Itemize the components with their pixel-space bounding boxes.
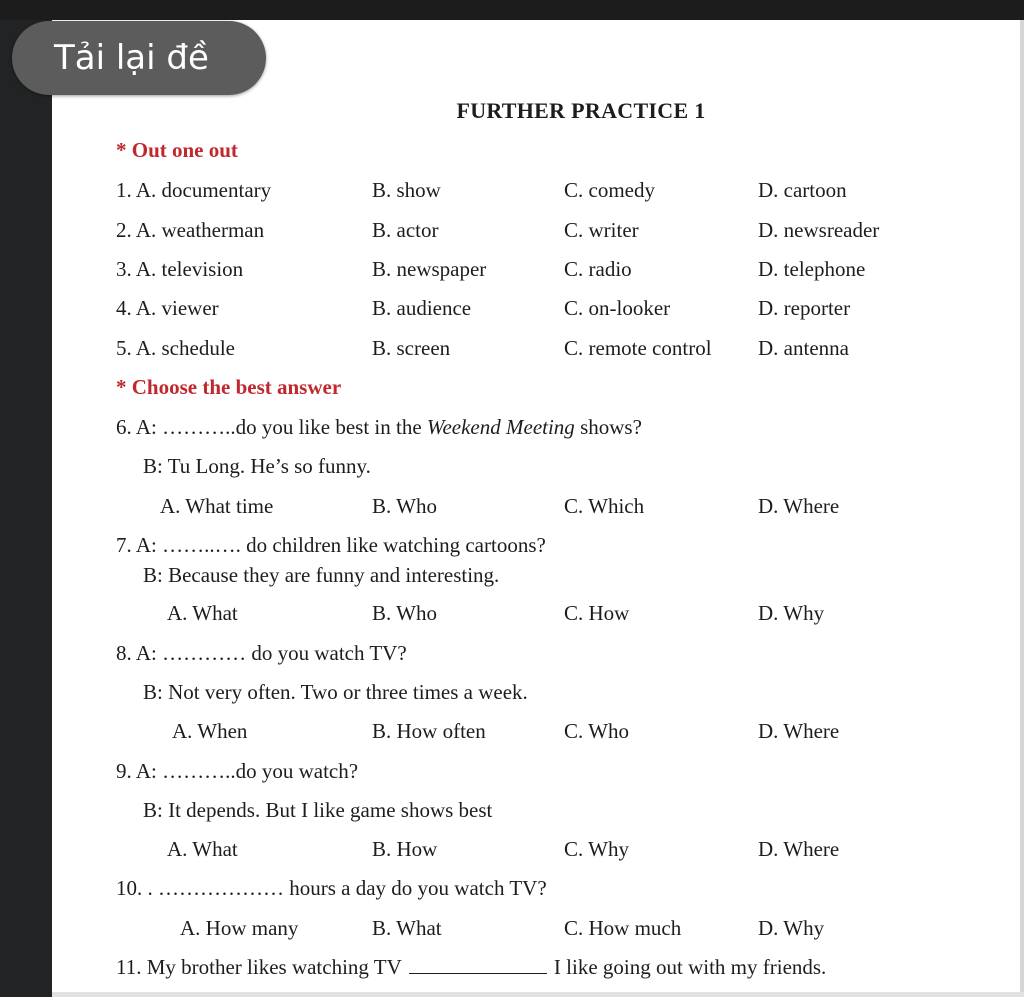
worksheet-title: FURTHER PRACTICE 1 — [456, 98, 706, 123]
top-bar — [0, 0, 1024, 20]
worksheet-page — [52, 20, 1020, 992]
option-c: C. radio — [564, 257, 632, 281]
answer-option-c: C. Why — [564, 837, 629, 861]
option-a: 1. A. documentary — [116, 178, 272, 202]
option-b: B. screen — [372, 336, 451, 360]
answer-option-a: A. How many — [180, 916, 299, 940]
answer-option-d: D. Why — [758, 916, 825, 940]
answer-option-c: C. Who — [564, 719, 629, 743]
answer-option-c: C. How — [564, 601, 630, 625]
question-response: B: It depends. But I like game shows best — [143, 798, 493, 822]
question-prompt: 9. A: ………..do you watch? — [116, 759, 359, 783]
page-edge-right — [1020, 20, 1024, 997]
option-d: D. telephone — [758, 257, 866, 281]
answer-option-d: D. Why — [758, 601, 825, 625]
question-response: B: Tu Long. He’s so funny. — [143, 454, 371, 478]
option-b: B. actor — [372, 218, 439, 242]
question-prompt: 8. A: ………… do you watch TV? — [116, 641, 407, 665]
question-11 — [116, 955, 826, 980]
option-c: C. remote control — [564, 336, 712, 360]
prompt-text-end: shows? — [574, 415, 642, 439]
answer-option-b: B. How — [372, 837, 438, 861]
question-prompt — [116, 415, 642, 440]
answer-option-c: C. How much — [564, 916, 682, 940]
section-heading-odd-one-out: * Out one out — [116, 138, 238, 162]
answer-option-b: B. Who — [372, 494, 437, 518]
answer-option-c: C. Which — [564, 494, 645, 518]
answer-option-a: A. What — [167, 837, 238, 861]
option-c: C. writer — [564, 218, 639, 242]
option-d: D. antenna — [758, 336, 849, 360]
option-a: 3. A. television — [116, 257, 244, 281]
option-d: D. newsreader — [758, 218, 880, 242]
answer-option-b: B. What — [372, 916, 442, 940]
section-heading-best-answer: * Choose the best answer — [116, 375, 342, 399]
answer-option-d: D. Where — [758, 719, 840, 743]
answer-option-a: A. What time — [160, 494, 274, 518]
answer-blank — [409, 972, 547, 974]
question-prompt: 10. . ……………… hours a day do you watch TV? — [116, 876, 547, 900]
prompt-text: 6. A: ………..do you like best in the — [116, 415, 427, 439]
reload-exam-button[interactable]: Tải lại đề — [12, 21, 266, 95]
option-b: B. audience — [372, 296, 472, 320]
answer-option-d: D. Where — [758, 837, 840, 861]
option-b: B. newspaper — [372, 257, 487, 281]
option-d: D. reporter — [758, 296, 851, 320]
page-edge-bottom — [52, 992, 1024, 997]
prompt-text-end: I like going out with my friends. — [548, 955, 827, 979]
answer-option-d: D. Where — [758, 494, 840, 518]
question-response: B: Because they are funny and interesting. — [143, 563, 500, 587]
answer-option-a: A. When — [172, 719, 248, 743]
show-title: Weekend Meeting — [426, 415, 575, 439]
question-response: B: Not very often. Two or three times a week. — [143, 680, 528, 704]
option-b: B. show — [372, 178, 441, 202]
prompt-text: 11. My brother likes watching TV — [116, 955, 407, 979]
option-d: D. cartoon — [758, 178, 847, 202]
answer-option-a: A. What — [167, 601, 238, 625]
answer-option-b: B. Who — [372, 601, 437, 625]
option-a: 2. A. weatherman — [116, 218, 265, 242]
answer-option-b: B. How often — [372, 719, 486, 743]
option-c: C. on-looker — [564, 296, 671, 320]
option-c: C. comedy — [564, 178, 655, 202]
option-a: 4. A. viewer — [116, 296, 219, 320]
option-a: 5. A. schedule — [116, 336, 235, 360]
question-prompt: 7. A: ……..…. do children like watching cartoons? — [116, 533, 546, 557]
